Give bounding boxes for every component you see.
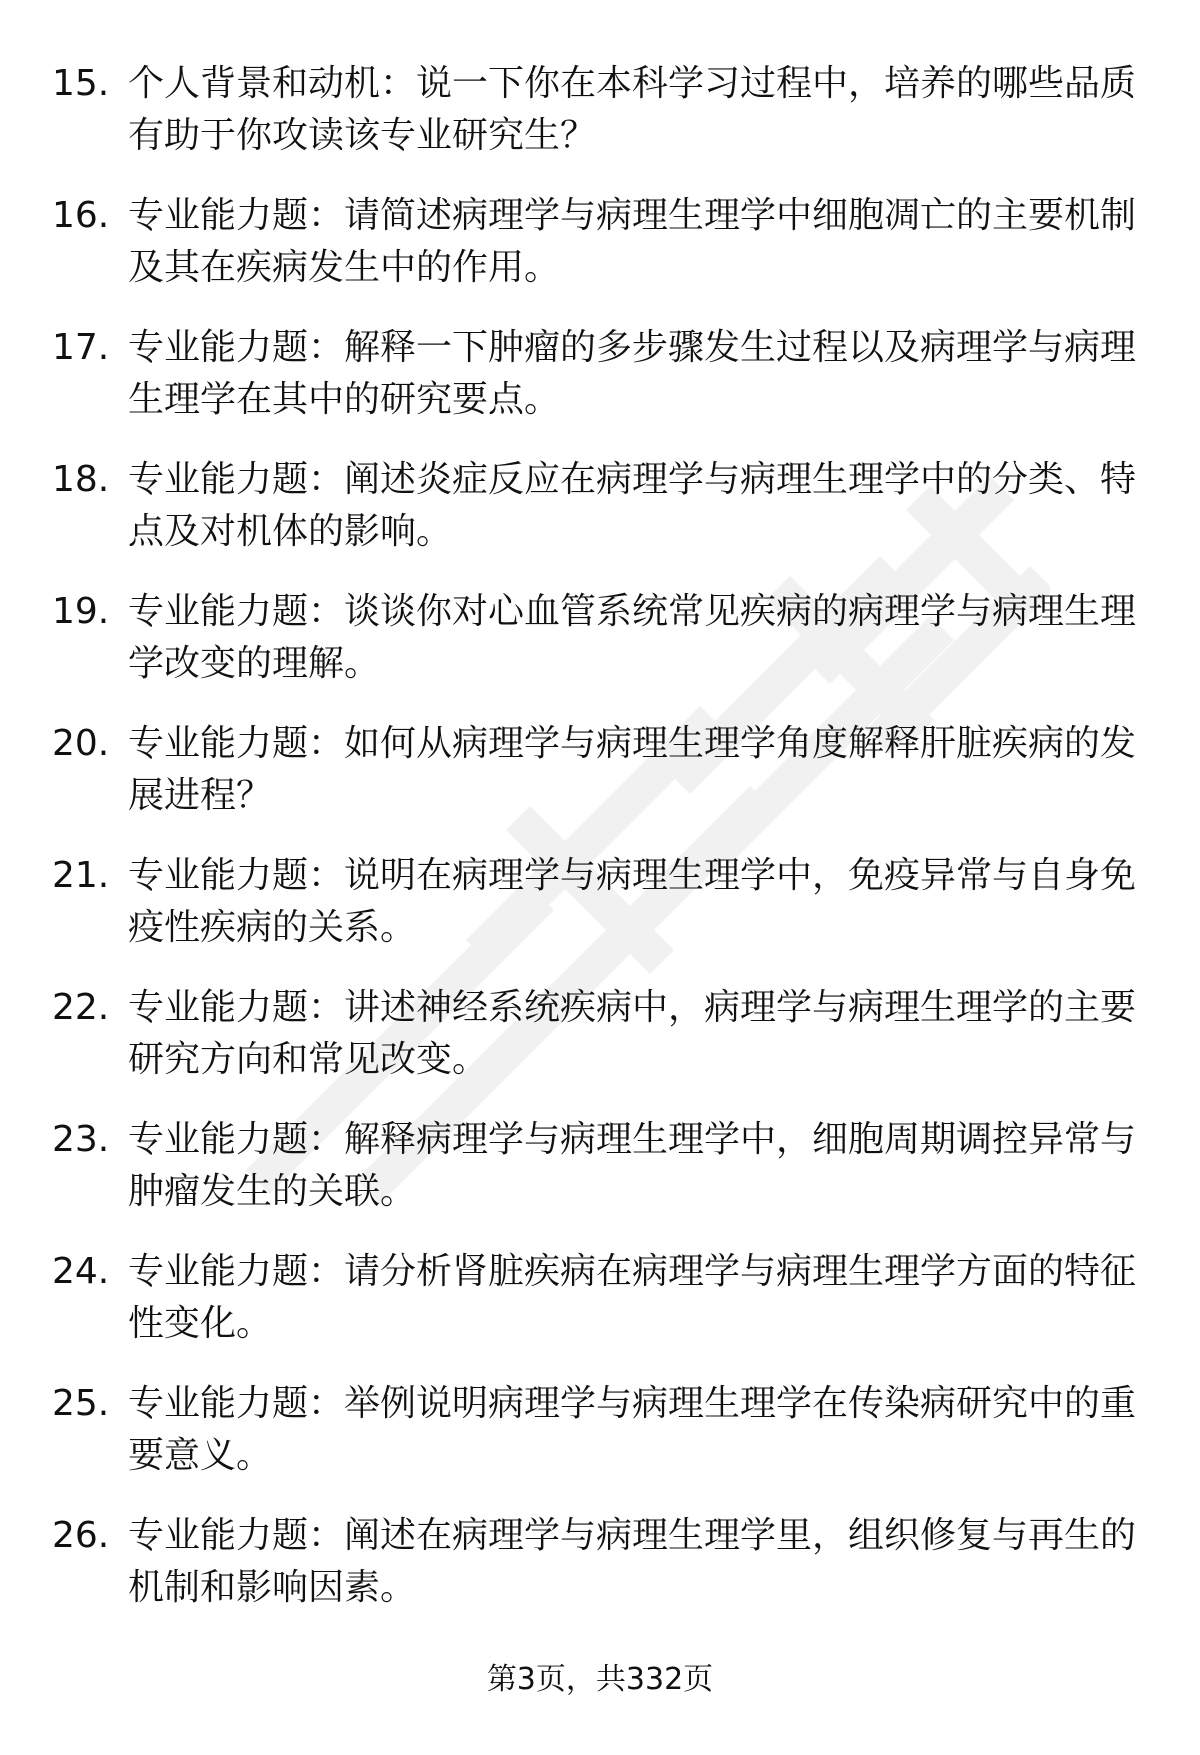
question-text: 专业能力题：阐述炎症反应在病理学与病理生理学中的分类、特点及对机体的影响。 [128, 459, 1137, 552]
question-number: 17. [52, 327, 110, 368]
question-text: 专业能力题：请分析肾脏疾病在病理学与病理生理学方面的特征性变化。 [128, 1251, 1137, 1344]
question-number: 21. [52, 855, 110, 896]
question-text: 专业能力题：阐述在病理学与病理生理学里，组织修复与再生的机制和影响因素。 [128, 1515, 1137, 1608]
question-list [52, 58, 1152, 1642]
question-number: 24. [52, 1251, 110, 1292]
question-number: 26. [52, 1515, 110, 1556]
question-text: 个人背景和动机：说一下你在本科学习过程中，培养的哪些品质有助于你攻读该专业研究生？ [128, 63, 1137, 156]
question-item-19 [52, 586, 1152, 718]
question-item-22 [52, 982, 1152, 1114]
question-number: 25. [52, 1383, 110, 1424]
question-number: 15. [52, 63, 110, 104]
question-item-20 [52, 718, 1152, 850]
question-number: 22. [52, 987, 110, 1028]
question-number: 20. [52, 723, 110, 764]
question-item-21 [52, 850, 1152, 982]
question-item-23 [52, 1114, 1152, 1246]
question-text: 专业能力题：如何从病理学与病理生理学角度解释肝脏疾病的发展进程？ [128, 723, 1137, 816]
question-text: 专业能力题：解释病理学与病理生理学中，细胞周期调控异常与肿瘤发生的关联。 [128, 1119, 1137, 1212]
question-item-17 [52, 322, 1152, 454]
question-item-24 [52, 1246, 1152, 1378]
page-number-footer: 第3页，共332页 [486, 1662, 714, 1697]
question-item-15 [52, 58, 1152, 190]
question-item-16 [52, 190, 1152, 322]
question-item-25 [52, 1378, 1152, 1510]
question-text: 专业能力题：举例说明病理学与病理生理学在传染病研究中的重要意义。 [128, 1383, 1137, 1476]
question-item-26 [52, 1510, 1152, 1642]
question-text: 专业能力题：请简述病理学与病理生理学中细胞凋亡的主要机制及其在疾病发生中的作用。 [128, 195, 1137, 288]
question-number: 23. [52, 1119, 110, 1160]
question-number: 16. [52, 195, 110, 236]
question-text: 专业能力题：解释一下肿瘤的多步骤发生过程以及病理学与病理生理学在其中的研究要点。 [128, 327, 1137, 420]
question-text: 专业能力题：说明在病理学与病理生理学中，免疫异常与自身免疫性疾病的关系。 [128, 855, 1137, 948]
question-item-18 [52, 454, 1152, 586]
question-number: 19. [52, 591, 110, 632]
question-text: 专业能力题：谈谈你对心血管系统常见疾病的病理学与病理生理学改变的理解。 [128, 591, 1137, 684]
question-number: 18. [52, 459, 110, 500]
question-text: 专业能力题：讲述神经系统疾病中，病理学与病理生理学的主要研究方向和常见改变。 [128, 987, 1137, 1080]
